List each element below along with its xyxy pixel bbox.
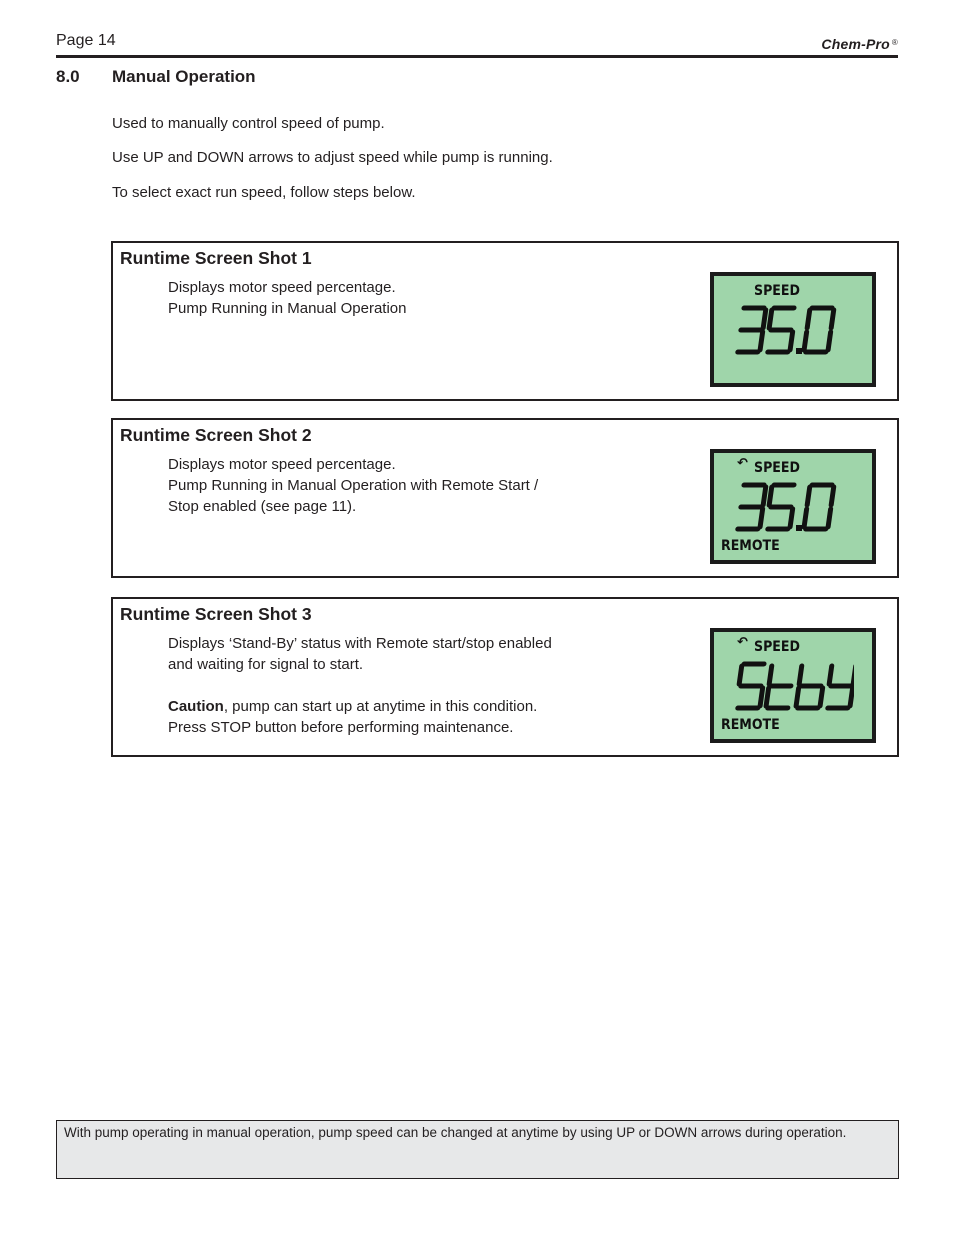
caution-text: , pump can start up at anytime in this condition. bbox=[223, 698, 538, 715]
lcd-digit bbox=[766, 485, 796, 529]
lcd-digit bbox=[766, 308, 796, 352]
panel-description bbox=[168, 454, 588, 517]
panel-description bbox=[168, 277, 588, 319]
panel-title: Runtime Screen Shot 3 bbox=[120, 604, 312, 624]
description-line: Displays motor speed percentage. bbox=[168, 279, 396, 296]
caution-line bbox=[168, 696, 588, 717]
caution-word: Caution bbox=[168, 698, 224, 715]
lcd-display bbox=[710, 628, 876, 743]
description-line: Stop enabled (see page 11). bbox=[168, 498, 357, 515]
lcd-digit bbox=[804, 308, 834, 352]
lcd-digit bbox=[738, 308, 766, 352]
lcd-screen bbox=[714, 453, 872, 560]
panel-title: Runtime Screen Shot 1 bbox=[120, 248, 312, 268]
lcd-digit bbox=[766, 666, 794, 708]
lcd-digits bbox=[734, 660, 854, 712]
description-line: Pump Running in Manual Operation bbox=[168, 300, 407, 317]
footer-note: With pump operating in manual operation, pump speed can be changed at anytime by using UP or DOWN arrows during operation. bbox=[56, 1120, 899, 1179]
page-header bbox=[56, 32, 898, 58]
lcd-remote-label: REMOTE bbox=[721, 538, 780, 554]
runtime-screen-panel-2 bbox=[111, 418, 899, 578]
return-arrow-icon: ↶ bbox=[737, 456, 748, 471]
lcd-screen bbox=[714, 632, 872, 739]
lcd-digit bbox=[738, 485, 766, 529]
lcd-decimal-point bbox=[796, 348, 802, 354]
description-line: Pump Running in Manual Operation with Remote Start / bbox=[168, 477, 539, 494]
panel-description bbox=[168, 633, 588, 738]
intro-paragraph: Use UP and DOWN arrows to adjust speed while pump is running. bbox=[112, 149, 553, 166]
description-line: and waiting for signal to start. bbox=[168, 656, 364, 673]
lcd-digit bbox=[826, 666, 854, 708]
runtime-screen-panel-3 bbox=[111, 597, 899, 757]
caution-line: Press STOP button before performing maintenance. bbox=[168, 719, 514, 736]
lcd-speed-label: SPEED bbox=[754, 460, 800, 476]
brand-logo bbox=[821, 36, 898, 52]
lcd-speed-label: SPEED bbox=[754, 283, 800, 299]
lcd-remote-label: REMOTE bbox=[721, 717, 780, 733]
lcd-digit bbox=[804, 485, 834, 529]
intro-paragraph: To select exact run speed, follow steps below. bbox=[112, 184, 416, 201]
return-arrow-icon: ↶ bbox=[737, 635, 748, 650]
lcd-display bbox=[710, 449, 876, 564]
lcd-screen bbox=[714, 276, 872, 383]
lcd-digit bbox=[736, 664, 766, 708]
runtime-screen-panel-1 bbox=[111, 241, 899, 401]
lcd-display bbox=[710, 272, 876, 387]
description-line: Displays ‘Stand-By’ status with Remote start/stop enabled bbox=[168, 635, 552, 652]
lcd-speed-label: SPEED bbox=[754, 639, 800, 655]
brand-name: Chem-Pro bbox=[821, 36, 890, 52]
page-number: Page 14 bbox=[56, 32, 116, 49]
section-title: Manual Operation bbox=[112, 67, 256, 86]
section-heading bbox=[56, 67, 256, 87]
section-number: 8.0 bbox=[56, 67, 80, 86]
lcd-decimal-point bbox=[796, 525, 802, 531]
lcd-digit bbox=[796, 666, 826, 708]
lcd-digits bbox=[734, 304, 854, 356]
registered-mark: ® bbox=[891, 38, 898, 47]
panel-title: Runtime Screen Shot 2 bbox=[120, 425, 312, 445]
description-line: Displays motor speed percentage. bbox=[168, 456, 396, 473]
lcd-digits bbox=[734, 481, 854, 533]
intro-paragraph: Used to manually control speed of pump. bbox=[112, 115, 385, 132]
